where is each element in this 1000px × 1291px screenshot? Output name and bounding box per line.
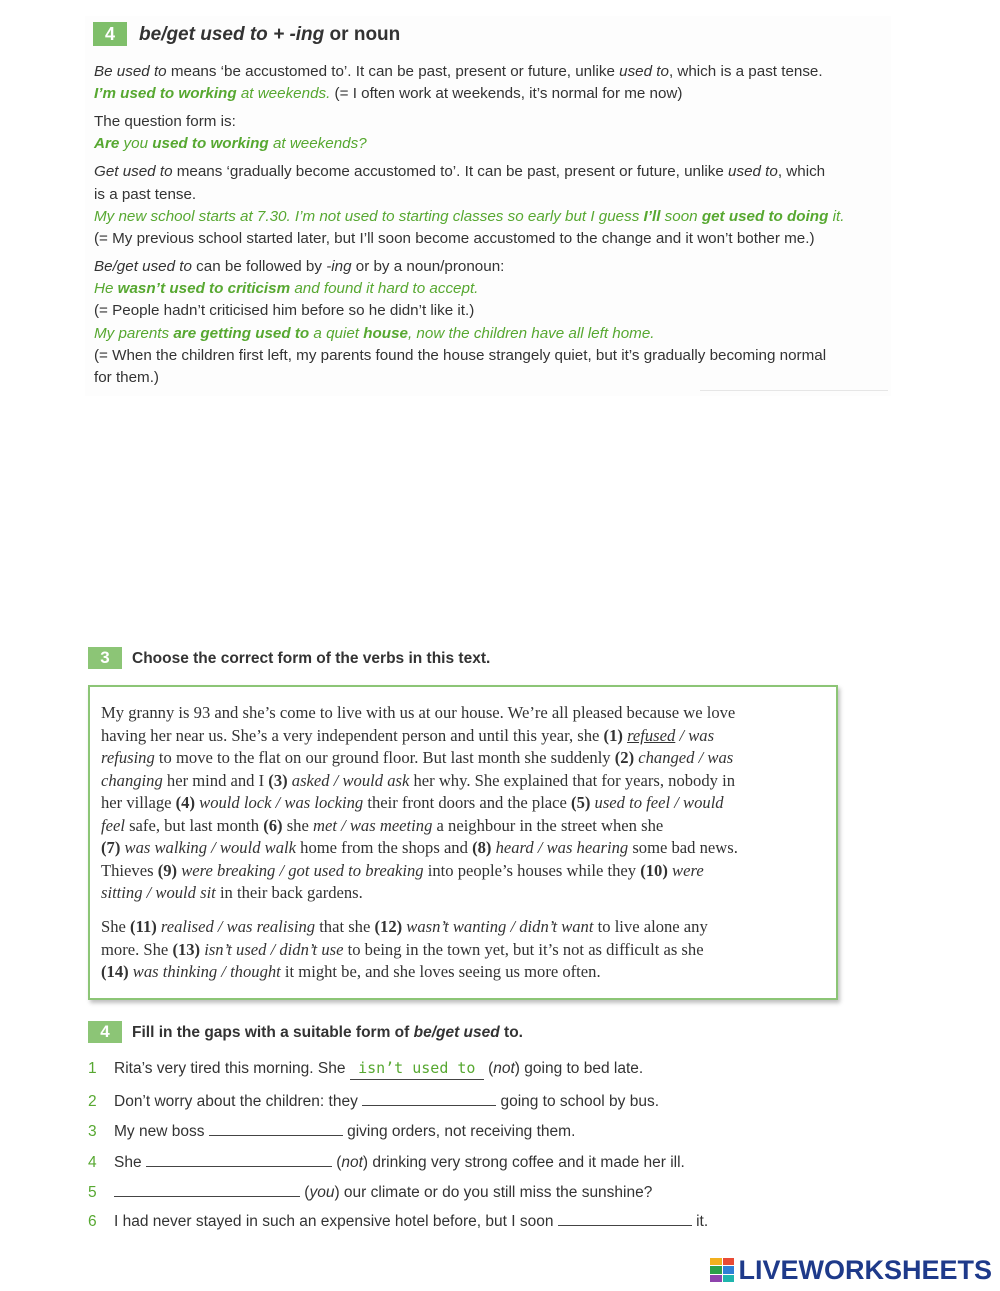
text-line: more. She (13) isn’t used / didn’t use to being in the town yet, but it’s not as difficult as she [101,940,704,959]
gap-item-1: 1 Rita’s very tired this morning. She isn’t used to (not) going to bed late. [88,1058,643,1080]
grammar-line: Get used to means ‘gradually become accustomed to’. It can be past, present or future, unlike used to, which [94,163,826,180]
exercise4-title: 4 Fill in the gaps with a suitable form of be/get used to. [88,1021,523,1043]
grammar-line: Be used to means ‘be accustomed to’. It can be past, present or future, unlike used to, which is a past tense. [94,63,823,80]
grammar-example: I’m used to working at weekends. (= I often work at weekends, it’s normal for me now) [94,85,683,102]
liveworksheets-grid-icon [710,1258,734,1282]
gap-item-2: 2 Don’t worry about the children: they going to school by bus. [88,1089,659,1111]
grammar-line: (= When the children first left, my parents found the house strangely quiet, but it’s gradually becoming normal [94,347,827,364]
answer-field[interactable] [209,1119,343,1136]
grammar-example: Are you used to working at weekends? [94,135,367,152]
text-line: having her near us. She’s a very independent person and until this year, she (1) refused / was [101,726,715,745]
answer-field[interactable] [362,1089,496,1106]
grammar-example: He wasn’t used to criticism and found it hard to accept. [94,280,479,297]
text-line: My granny is 93 and she’s come to live with us at our house. We’re all pleased because we love [101,703,736,722]
gap-item-5: 5 (you) our climate or do you still miss the sunshine? [88,1180,652,1202]
text-line: her village (4) would lock / was locking their front doors and the place (5) used to feel / would [101,793,724,812]
text-line: She (11) realised / was realising that she (12) wasn’t wanting / didn’t want to live alone any [101,917,708,936]
exercise-number-badge: 3 [88,647,122,669]
text-line: (14) was thinking / thought it might be, and she loves seeing us more often. [101,962,601,981]
text-line: sitting / would sit in their back gardens. [101,883,363,902]
gap-item-6: 6 I had never stayed in such an expensive hotel before, but I soon it. [88,1209,708,1231]
grammar-section [85,16,891,396]
grammar-line: Be/get used to can be followed by -ing or by a noun/pronoun: [94,258,505,275]
answer-field[interactable]: isn’t used to [350,1060,484,1080]
text-line: changing her mind and I (3) asked / would ask her why. She explained that for years, nobody in [101,771,735,790]
selected-answer[interactable]: refused [627,726,676,745]
text-line: (7) was walking / would walk home from the shops and (8) heard / was hearing some bad news. [101,838,738,857]
grammar-line: (= People hadn’t criticised him before so he didn’t like it.) [94,302,475,319]
exercise3-title: 3 Choose the correct form of the verbs in this text. [88,647,490,669]
divider [700,390,888,391]
grammar-line: is a past tense. [94,186,197,203]
text-line: refusing to move to the flat on our ground floor. But last month she suddenly (2) changed / was [101,748,734,767]
section-number-badge: 4 [93,22,127,46]
grammar-example: My new school starts at 7.30. I’m not used to starting classes so early but I guess I’ll soon get used to doing it. [94,208,845,225]
answer-field[interactable] [558,1209,692,1226]
grammar-example: My parents are getting used to a quiet house, now the children have all left home. [94,325,655,342]
grammar-header: 4 be/get used to + -ing or noun [93,22,400,46]
gap-item-4: 4 She (not) drinking very strong coffee and it made her ill. [88,1150,685,1172]
grammar-line: The question form is: [94,113,236,130]
gap-item-3: 3 My new boss giving orders, not receiving them. [88,1119,575,1141]
exercise3-text-box [88,685,838,1000]
grammar-line: for them.) [94,369,159,386]
logo-text: LIVEWORKSHEETS [738,1254,992,1285]
grammar-line: (= My previous school started later, but I’ll soon become accustomed to the change and it won’t bother me.) [94,230,815,247]
answer-field[interactable] [114,1180,300,1197]
exercise-number-badge: 4 [88,1021,122,1043]
text-line: feel safe, but last month (6) she met / was meeting a neighbour in the street when she [101,816,664,835]
answer-field[interactable] [146,1150,332,1167]
liveworksheets-logo[interactable] [710,1255,992,1285]
text-line: Thieves (9) were breaking / got used to breaking into people’s houses while they (10) were [101,861,704,880]
